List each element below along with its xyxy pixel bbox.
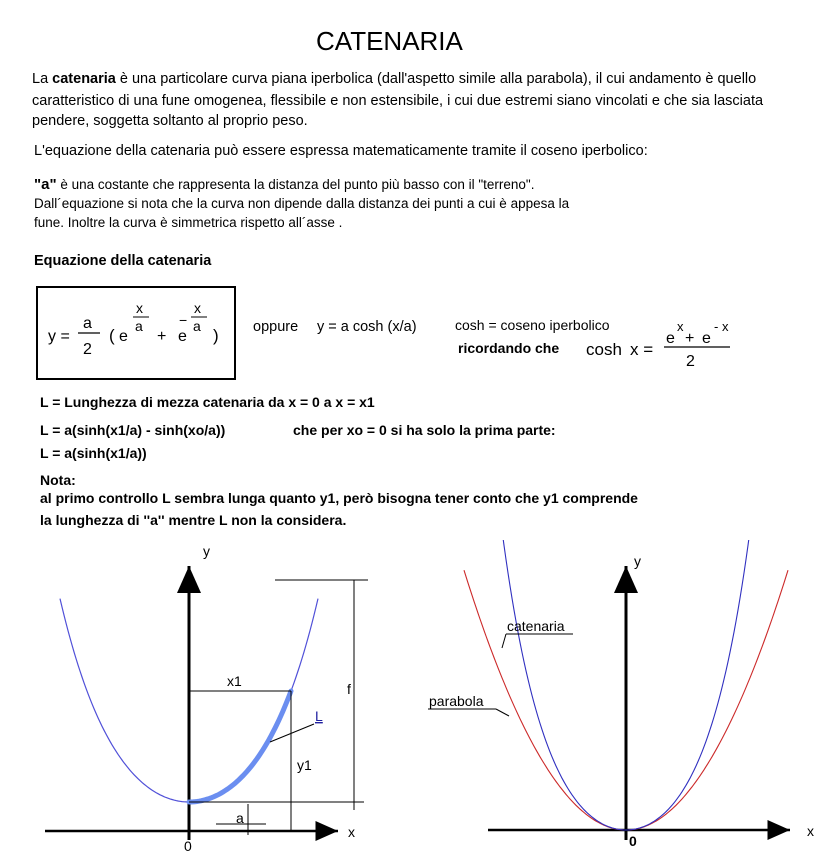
formula-exp1-a: a xyxy=(135,318,143,334)
intro-line-3: pendere, soggetta soltanto al proprio peso. xyxy=(32,113,308,129)
x1-label: x1 xyxy=(227,673,242,689)
cosh-den: 2 xyxy=(686,353,695,370)
cosh-num-e2: e xyxy=(702,330,711,347)
cosh-formula xyxy=(580,312,740,374)
a-label: a xyxy=(236,810,244,826)
formula-a-numerator: a xyxy=(83,315,92,332)
catenary-formula xyxy=(38,288,234,378)
equation-intro: L'equazione della catenaria può essere espressa matematicamente tramite il coseno iperbolico: xyxy=(34,143,648,159)
formula-close-paren: ) xyxy=(213,326,219,345)
formula-e2: e xyxy=(178,328,187,345)
cosh-word: cosh xyxy=(586,340,622,359)
section-heading: Equazione della catenaria xyxy=(34,253,212,269)
formula-exp2-minus: − xyxy=(179,312,188,328)
a-note-line-1: "a" è una costante che rappresenta la distanza del punto più basso con il "terreno". xyxy=(34,176,535,193)
a-note-line-3: fune. Inoltre la curva è simmetrica rispetto all´asse . xyxy=(34,215,343,230)
cosh-num-e1: e xyxy=(666,330,675,347)
alt-formula: y = a cosh (x/a) xyxy=(317,319,417,335)
y-axis-label: y xyxy=(203,543,210,559)
catenaria-leader xyxy=(502,634,506,648)
length-line-2a: L = a(sinh(x1/a) - sinh(xo/a)) xyxy=(40,422,226,438)
cosh-num-x1: x xyxy=(677,319,684,334)
formula-two-denominator: 2 xyxy=(83,341,92,358)
formula-exp1-x: x xyxy=(136,300,143,316)
intro-line-1: La catenaria è una particolare curva piana iperbolica (dall'aspetto simile alla parabola), il cui andamento è quello xyxy=(32,71,757,87)
f-label: f xyxy=(347,681,351,697)
formula-exp2-x: x xyxy=(194,300,201,316)
catenaria-term: catenaria xyxy=(52,71,116,87)
formula-e1: e xyxy=(119,328,128,345)
cosh-num-x2: - x xyxy=(714,319,729,334)
y1-label: y1 xyxy=(297,757,312,773)
catenaria-label: catenaria xyxy=(507,618,565,634)
cosh-definition: cosh = coseno iperbolico xyxy=(455,317,610,333)
oppure-label: oppure xyxy=(253,319,299,335)
formula-plus: + xyxy=(157,328,167,345)
length-line-1: L = Lunghezza di mezza catenaria da x = 0 a x = x1 xyxy=(40,394,375,410)
length-line-3: L = a(sinh(x1/a)) xyxy=(40,445,147,461)
catenary-figure-left xyxy=(0,540,420,858)
nota-label: Nota: xyxy=(40,472,76,488)
cosh-num-plus: + xyxy=(685,330,695,347)
nota-line-2: la lunghezza di ''a'' mentre L non la considera. xyxy=(40,512,347,528)
a-note-line-2: Dall´equazione si nota che la curva non dipende dalla distanza dei punti a cui è appesa la xyxy=(34,196,570,211)
formula-y: y = xyxy=(48,328,70,345)
formula-exp2-a: a xyxy=(193,318,201,334)
nota-line-1: al primo controllo L sembra lunga quanto y1, però bisogna tener conto che y1 comprende xyxy=(40,490,638,506)
formula-open-paren: ( xyxy=(109,326,115,345)
L-label: L xyxy=(315,708,323,724)
ricordando-label: ricordando che xyxy=(458,340,560,356)
catenary-parabola-figure-right xyxy=(420,540,835,858)
origin-label: 0 xyxy=(184,838,192,854)
parabola-label: parabola xyxy=(429,693,484,709)
intro-line-2: caratteristico di una fune omogenea, flessibile e non estensibile, i cui due estremi siano vincolati e che sia lasciata xyxy=(32,93,764,109)
y-axis-label: y xyxy=(634,553,641,569)
x-axis-label: x xyxy=(348,824,355,840)
origin-label: 0 xyxy=(629,833,637,849)
x-axis-label: x xyxy=(807,823,814,839)
cosh-x-equals: x = xyxy=(630,340,654,359)
catenary-formula-box xyxy=(36,286,236,380)
arc-length-highlight xyxy=(189,691,291,802)
length-line-2b: che per xo = 0 si ha solo la prima parte: xyxy=(293,422,556,438)
parabola-leader xyxy=(496,709,509,716)
page-title: CATENARIA xyxy=(316,26,463,56)
